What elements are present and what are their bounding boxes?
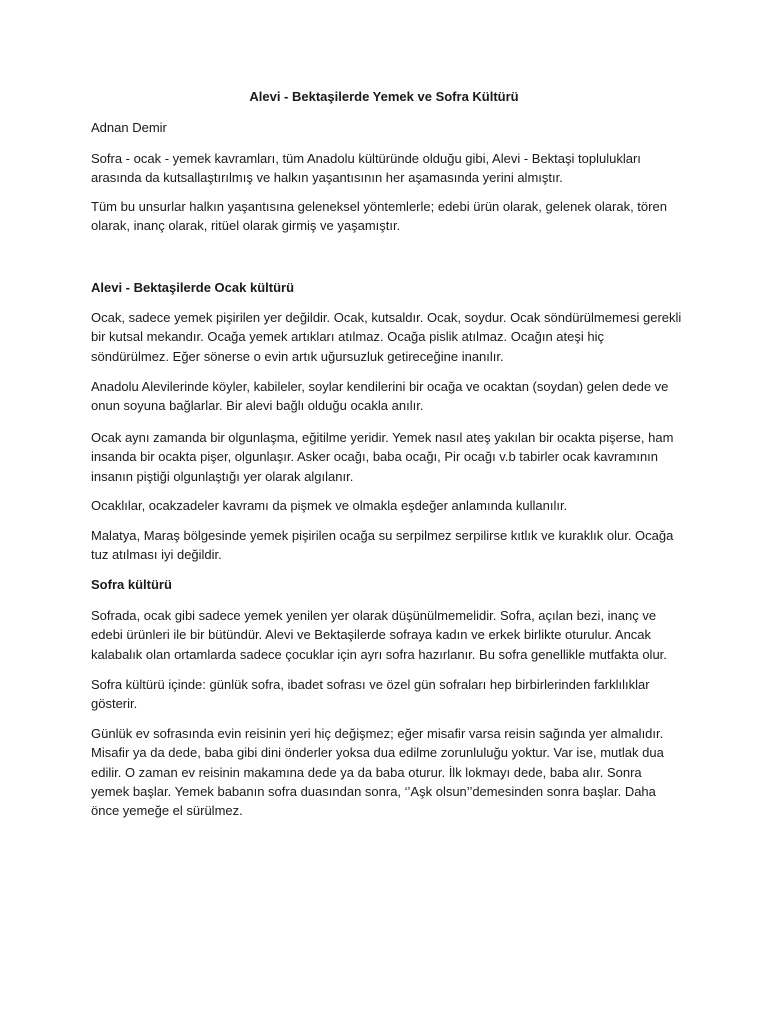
ocak-paragraph-3: Ocak aynı zamanda bir olgunlaşma, eğitilme yeridir. Yemek nasıl ateş yakılan bir ocakta pişerse, ham insanda bir ocakta pişer, olgunlaşır. Asker ocağı, baba ocağı, Pir ocağı v.b tabirler ocak kavramının insanın piştiği olgunlaştığı yer olarak algılanır. bbox=[91, 430, 674, 484]
sofra-paragraph-1: Sofrada, ocak gibi sadece yemek yenilen yer olarak düşünülmemelidir. Sofra, açılan bezi, inanç ve edebi ürünleri ile bir bütündür. Alevi ve Bektaşilerde sofraya kadın ve erkek birlikte oturulur. Ancak kalabalık olan ortamlarda sadece çocuklar için ayrı sofra hazırlanır. Bu sofra genellikle mutfakta olur. bbox=[91, 608, 667, 662]
sofra-paragraph-2: Sofra kültürü içinde: günlük sofra, ibadet sofrası ve özel gün sofraları hep birbirlerinden farklılıklar gösterir. bbox=[91, 677, 650, 712]
document-title: Alevi - Bektaşilerde Yemek ve Sofra Kültürü bbox=[249, 89, 519, 104]
section-heading-ocak: Alevi - Bektaşilerde Ocak kültürü bbox=[91, 280, 295, 295]
intro-paragraph-1: Sofra - ocak - yemek kavramları, tüm Anadolu kültüründe olduğu gibi, Alevi - Bektaşi toplulukları arasında da kutsallaştırılmış ve halkın yaşantısının her aşamasında yerini almıştır. bbox=[91, 151, 641, 186]
section-heading-sofra: Sofra kültürü bbox=[91, 577, 172, 592]
ocak-paragraph-4: Ocaklılar, ocakzadeler kavramı da pişmek ve olmakla eşdeğer anlamında kullanılır. bbox=[91, 498, 568, 513]
ocak-paragraph-1: Ocak, sadece yemek pişirilen yer değildir. Ocak, kutsaldır. Ocak, soydur. Ocak söndürülmemesi gerekli bir kutsal mekandır. Ocağa yemek artıkları atılmaz. Ocağa pislik atılmaz. Ocağın ateşi hiç söndürülmez. Eğer sönerse o evin artık uğursuzluk getireceğine inanılır. bbox=[91, 310, 682, 364]
author-name: Adnan Demir bbox=[91, 120, 167, 135]
intro-paragraph-2: Tüm bu unsurlar halkın yaşantısına geleneksel yöntemlerle; edebi ürün olarak, gelenek olarak, tören olarak, inanç olarak, ritüel olarak girmiş ve yaşamıştır. bbox=[91, 199, 667, 234]
ocak-paragraph-5: Malatya, Maraş bölgesinde yemek pişirilen ocağa su serpilmez serpilirse kıtlık ve kuraklık olur. Ocağa tuz atılması iyi değildir. bbox=[91, 528, 674, 563]
ocak-paragraph-2: Anadolu Alevilerinde köyler, kabileler, soylar kendilerini bir ocağa ve ocaktan (soydan) gelen dede ve onun soyuna bağlarlar. Bir alevi bağlı olduğu ocakla anılır. bbox=[91, 379, 669, 414]
sofra-paragraph-3: Günlük ev sofrasında evin reisinin yeri hiç değişmez; eğer misafir varsa reisin sağında yer almalıdır. Misafir ya da dede, baba gibi dini önderler yoksa dua edilme zorunluluğu yoktur. Var ise, mutlak dua edilir. O zaman ev reisinin makamına dede ya da baba oturur. İlk lokmayı dede, baba alır. Sonra yemek başlar. Yemek babanın sofra duasından sonra, ‘’Aşk olsun’’demesinden sonra başlar. Daha önce yemeğe el sürülmez. bbox=[91, 726, 664, 819]
